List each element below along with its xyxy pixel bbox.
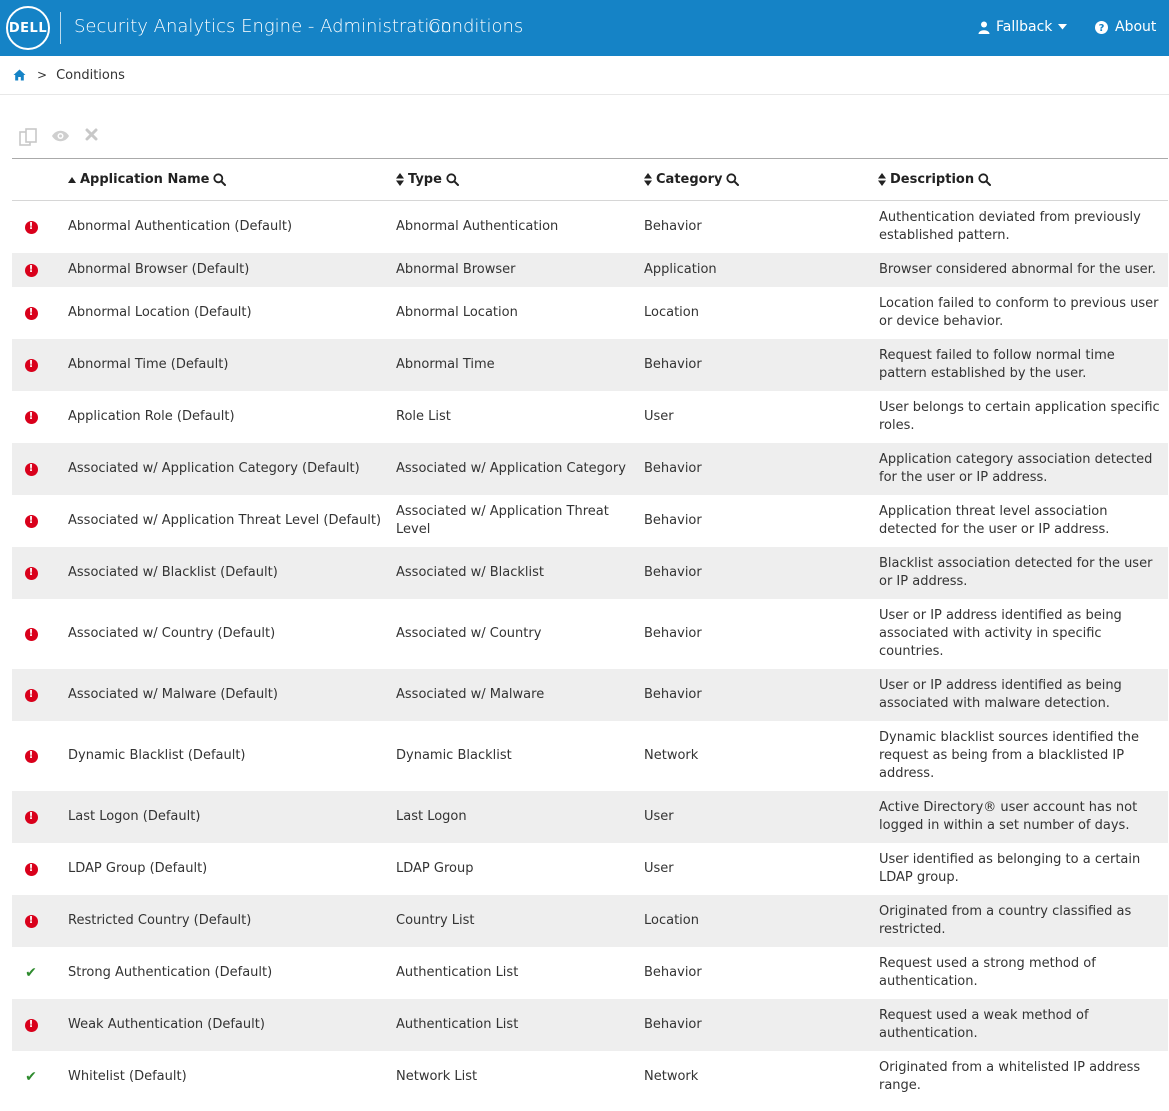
- table-row[interactable]: [12, 391, 1168, 443]
- sort-icon: [396, 173, 404, 186]
- conditions-table: [12, 158, 1168, 1103]
- cell-description: Dynamic blacklist sources identified the request as being from a blacklisted IP address.: [879, 730, 1139, 781]
- cell-application-name: Dynamic Blacklist (Default): [68, 748, 246, 763]
- table-row[interactable]: [12, 253, 1168, 287]
- cell-description: Application threat level association detected for the user or IP address.: [879, 504, 1110, 537]
- page-title: Conditions: [428, 16, 524, 37]
- table-row[interactable]: [12, 669, 1168, 721]
- status-cell: [22, 339, 40, 391]
- cell-description: Originated from a whitelisted IP address range.: [879, 1060, 1141, 1093]
- cell-type: Network List: [396, 1069, 478, 1084]
- user-icon: [978, 21, 990, 34]
- cell-application-name: Associated w/ Application Category (Default): [68, 461, 360, 476]
- column-label-application-name: Application Name: [80, 172, 210, 187]
- cell-type: Abnormal Time: [396, 357, 495, 372]
- cell-type: Associated w/ Blacklist: [396, 565, 545, 580]
- cell-description: User or IP address identified as being associated with activity in specific countries.: [879, 608, 1122, 659]
- column-header-description[interactable]: [878, 159, 991, 200]
- breadcrumb-current: Conditions: [56, 67, 125, 83]
- header-divider: [60, 12, 61, 44]
- cell-category: Location: [644, 305, 699, 320]
- cell-application-name: Last Logon (Default): [68, 809, 201, 824]
- cell-category: Behavior: [644, 965, 702, 980]
- error-icon: !: [25, 359, 38, 372]
- cell-application-name: Associated w/ Country (Default): [68, 626, 276, 641]
- table-row[interactable]: [12, 791, 1168, 843]
- column-header-application-name[interactable]: [68, 159, 226, 200]
- home-icon[interactable]: [13, 69, 26, 81]
- status-cell: [22, 253, 40, 287]
- cell-type: Associated w/ Country: [396, 626, 542, 641]
- cell-description: Browser considered abnormal for the user.: [879, 262, 1156, 277]
- about-label: About: [1115, 19, 1157, 35]
- cell-application-name: Weak Authentication (Default): [68, 1017, 265, 1032]
- column-label-description: Description: [890, 172, 975, 187]
- cell-type: Dynamic Blacklist: [396, 748, 512, 763]
- cell-application-name: Restricted Country (Default): [68, 913, 252, 928]
- cell-category: User: [644, 409, 674, 424]
- cell-application-name: Abnormal Location (Default): [68, 305, 252, 320]
- cell-description: User or IP address identified as being associated with malware detection.: [879, 678, 1122, 711]
- error-icon: !: [25, 863, 38, 876]
- sort-asc-icon: [68, 177, 76, 183]
- table-row[interactable]: [12, 947, 1168, 999]
- cell-category: Behavior: [644, 513, 702, 528]
- search-icon[interactable]: [446, 173, 459, 186]
- cell-category: Behavior: [644, 687, 702, 702]
- error-icon: !: [25, 689, 38, 702]
- column-header-category[interactable]: [644, 159, 739, 200]
- cell-description: Request failed to follow normal time pattern established by the user.: [879, 348, 1115, 381]
- cell-description: Request used a weak method of authentication.: [879, 1008, 1089, 1041]
- status-cell: [22, 843, 40, 895]
- cell-application-name: Application Role (Default): [68, 409, 235, 424]
- cell-category: User: [644, 809, 674, 824]
- logo-text: DELL: [8, 20, 48, 36]
- column-label-category: Category: [656, 172, 723, 187]
- cell-application-name: Abnormal Authentication (Default): [68, 219, 293, 234]
- search-icon[interactable]: [978, 173, 991, 186]
- copy-icon[interactable]: [19, 128, 38, 150]
- cell-type: Role List: [396, 409, 451, 424]
- toolbar: [0, 95, 1169, 158]
- cell-application-name: Whitelist (Default): [68, 1069, 187, 1084]
- breadcrumb: [0, 56, 1169, 95]
- status-cell: [22, 791, 40, 843]
- error-icon: !: [25, 628, 38, 641]
- caret-down-icon: [1058, 24, 1067, 30]
- cell-application-name: Abnormal Browser (Default): [68, 262, 250, 277]
- help-icon: [1095, 21, 1108, 34]
- search-icon[interactable]: [213, 173, 226, 186]
- delete-icon[interactable]: [85, 126, 98, 145]
- cell-category: Behavior: [644, 357, 702, 372]
- table-row[interactable]: [12, 721, 1168, 791]
- cell-type: Abnormal Authentication: [396, 219, 559, 234]
- cell-category: Application: [644, 262, 717, 277]
- check-icon: ✔: [25, 965, 37, 981]
- cell-type: Authentication List: [396, 1017, 519, 1032]
- cell-type: Abnormal Browser: [396, 262, 516, 277]
- cell-description: Location failed to conform to previous user or device behavior.: [879, 296, 1159, 329]
- status-cell: [22, 599, 40, 669]
- sort-icon: [644, 173, 652, 186]
- cell-type: Last Logon: [396, 809, 467, 824]
- user-menu[interactable]: [978, 0, 1067, 54]
- cell-type: LDAP Group: [396, 861, 474, 876]
- dell-logo[interactable]: [6, 6, 50, 50]
- table-row[interactable]: [12, 201, 1168, 253]
- cell-description: User identified as belonging to a certain LDAP group.: [879, 852, 1141, 885]
- table-row[interactable]: [12, 339, 1168, 391]
- status-cell: [22, 895, 40, 947]
- table-row[interactable]: [12, 443, 1168, 495]
- cell-description: Authentication deviated from previously established pattern.: [879, 210, 1141, 243]
- cell-category: User: [644, 861, 674, 876]
- cell-type: Abnormal Location: [396, 305, 518, 320]
- error-icon: !: [25, 811, 38, 824]
- cell-application-name: Abnormal Time (Default): [68, 357, 229, 372]
- view-icon[interactable]: [51, 127, 70, 146]
- cell-description: Blacklist association detected for the user or IP address.: [879, 556, 1153, 589]
- error-icon: !: [25, 915, 38, 928]
- status-cell: [22, 201, 40, 253]
- status-cell: [22, 443, 40, 495]
- cell-type: Associated w/ Application Category: [396, 461, 626, 476]
- cell-description: User belongs to certain application specific roles.: [879, 400, 1160, 433]
- error-icon: !: [25, 463, 38, 476]
- cell-category: Behavior: [644, 219, 702, 234]
- status-cell: [22, 1051, 40, 1103]
- table-row[interactable]: [12, 495, 1168, 547]
- cell-description: Application category association detected for the user or IP address.: [879, 452, 1153, 485]
- status-cell: [22, 391, 40, 443]
- user-menu-label: Fallback: [996, 19, 1053, 35]
- table-row[interactable]: [12, 599, 1168, 669]
- error-icon: !: [25, 264, 38, 277]
- error-icon: !: [25, 750, 38, 763]
- sort-icon: [878, 173, 886, 186]
- cell-application-name: LDAP Group (Default): [68, 861, 208, 876]
- status-cell: [22, 947, 40, 999]
- about-link[interactable]: [1095, 0, 1156, 54]
- search-icon[interactable]: [726, 173, 739, 186]
- error-icon: !: [25, 307, 38, 320]
- cell-application-name: Associated w/ Application Threat Level (Default): [68, 513, 382, 528]
- svg-text:?: ?: [1098, 22, 1105, 34]
- status-cell: [22, 721, 40, 791]
- check-icon: ✔: [25, 1069, 37, 1085]
- column-label-type: Type: [408, 172, 442, 187]
- cell-category: Behavior: [644, 1017, 702, 1032]
- cell-category: Behavior: [644, 565, 702, 580]
- cell-type: Country List: [396, 913, 475, 928]
- cell-application-name: Strong Authentication (Default): [68, 965, 273, 980]
- cell-category: Network: [644, 748, 699, 763]
- status-cell: [22, 669, 40, 721]
- table-row[interactable]: [12, 547, 1168, 599]
- table-row[interactable]: [12, 895, 1168, 947]
- app-title[interactable]: Security Analytics Engine - Administration: [74, 16, 452, 37]
- cell-category: Behavior: [644, 626, 702, 641]
- cell-type: Authentication List: [396, 965, 519, 980]
- error-icon: !: [25, 411, 38, 424]
- cell-description: Request used a strong method of authentication.: [879, 956, 1096, 989]
- column-header-type[interactable]: [396, 159, 459, 200]
- cell-description: Originated from a country classified as restricted.: [879, 904, 1132, 937]
- breadcrumb-separator-icon: >: [37, 68, 48, 82]
- cell-application-name: Associated w/ Blacklist (Default): [68, 565, 278, 580]
- table-body: [12, 201, 1168, 1103]
- error-icon: !: [25, 221, 38, 234]
- status-cell: [22, 547, 40, 599]
- error-icon: !: [25, 567, 38, 580]
- table-row[interactable]: [12, 999, 1168, 1051]
- cell-description: Active Directory® user account has not logged in within a set number of days.: [879, 800, 1138, 833]
- cell-category: Location: [644, 913, 699, 928]
- error-icon: !: [25, 1019, 38, 1032]
- table-row[interactable]: [12, 1051, 1168, 1103]
- top-navbar: [0, 0, 1169, 56]
- table-header: [12, 159, 1168, 201]
- error-icon: !: [25, 515, 38, 528]
- table-row[interactable]: [12, 843, 1168, 895]
- cell-category: Behavior: [644, 461, 702, 476]
- status-cell: [22, 287, 40, 339]
- cell-type: Associated w/ Malware: [396, 687, 545, 702]
- status-cell: [22, 999, 40, 1051]
- cell-category: Network: [644, 1069, 699, 1084]
- table-row[interactable]: [12, 287, 1168, 339]
- cell-type: Associated w/ Application Threat Level: [396, 504, 609, 537]
- cell-application-name: Associated w/ Malware (Default): [68, 687, 278, 702]
- status-cell: [22, 495, 40, 547]
